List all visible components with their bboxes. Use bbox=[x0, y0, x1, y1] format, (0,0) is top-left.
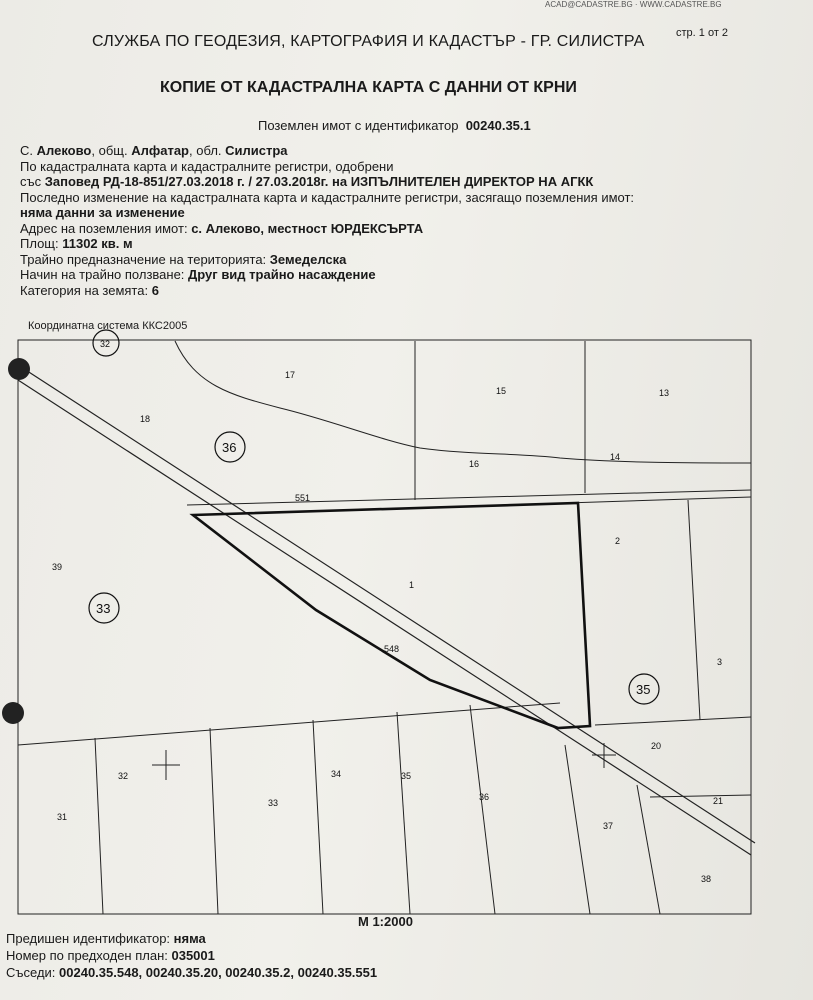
parcel-label: 17 bbox=[285, 370, 296, 380]
parcel-label: 3 bbox=[717, 657, 723, 667]
parcel-label: 32 bbox=[118, 771, 129, 781]
page-number: стр. 1 от 2 bbox=[676, 27, 729, 39]
boundary-curve bbox=[175, 341, 751, 463]
parcel-label: 38 bbox=[701, 874, 712, 884]
footer-info bbox=[6, 930, 377, 981]
parcel-label: 36 bbox=[479, 792, 490, 802]
map-scale: М 1:2000 bbox=[358, 914, 413, 929]
category-line: Категория на земята: 6 bbox=[20, 282, 159, 298]
neighbors: Съседи: 00240.35.548, 00240.35.20, 00240.35.2, 00240.35.551 bbox=[6, 965, 378, 980]
parcel-1-boundary bbox=[193, 503, 590, 728]
map-frame bbox=[18, 340, 751, 914]
parcel-label: 18 bbox=[140, 414, 151, 424]
parcel-label: 34 bbox=[331, 769, 342, 779]
office-name: СЛУЖБА ПО ГЕОДЕЗИЯ, КАРТОГРАФИЯ И КАДАСТЪР - ГР. СИЛИСТРА bbox=[92, 33, 645, 50]
parcel-label: 33 bbox=[268, 798, 279, 808]
parcel-label: 2 bbox=[615, 536, 621, 546]
document-title: КОПИЕ ОТ КАДАСТРАЛНА КАРТА С ДАННИ ОТ КРНИ bbox=[160, 79, 577, 96]
usage-line: Начин на трайно ползване: Друг вид трайно насаждение bbox=[20, 267, 376, 282]
order-line: със Заповед РД-18-851/27.03.2018 г. / 27.03.2018г. на ИЗПЪЛНИТЕЛЕН ДИРЕКТОР НА АГКК bbox=[20, 174, 594, 189]
parcel-label: 15 bbox=[496, 386, 507, 396]
parcel-label: 31 bbox=[57, 812, 68, 822]
block-label: 35 bbox=[636, 682, 651, 697]
purpose-line: Трайно предназначение на територията: Земеделска bbox=[20, 251, 347, 267]
parcel-label: 548 bbox=[384, 644, 400, 654]
parcel-label: 20 bbox=[651, 741, 662, 751]
location-line: С. Алеково, общ. Алфатар, обл. Силистра bbox=[20, 143, 288, 158]
last-change-value: няма данни за изменение bbox=[20, 205, 185, 220]
punch-hole bbox=[2, 702, 24, 724]
parcel-label: 16 bbox=[469, 459, 480, 469]
area-line: Площ: 11302 кв. м bbox=[20, 236, 133, 251]
block-label: 33 bbox=[96, 601, 111, 616]
parcel-label: 39 bbox=[52, 562, 63, 572]
previous-plan-number: Номер по предходен план: 035001 bbox=[6, 948, 215, 963]
address-line: Адрес на поземления имот: с. Алеково, местност ЮРДЕКСЪРТА bbox=[20, 220, 424, 236]
coordinate-system: Координатна система ККС2005 bbox=[28, 320, 188, 332]
parcel-label: 13 bbox=[659, 388, 670, 398]
header-contact: ACAD@CADASTRE.BG · WWW.CADASTRE.BG bbox=[545, 0, 722, 9]
punch-hole bbox=[8, 358, 30, 380]
parcel-label: 32 bbox=[100, 339, 111, 349]
identifier-label: Поземлен имот с идентификатор bbox=[258, 118, 459, 133]
parcel-label: 37 bbox=[603, 821, 614, 831]
identifier-value: 00240.35.1 bbox=[465, 118, 531, 133]
previous-identifier: Предишен идентификатор: няма bbox=[6, 931, 206, 946]
parcel-label: 21 bbox=[713, 796, 724, 806]
approval-line: По кадастралната карта и кадастралните регистри, одобрени bbox=[20, 158, 394, 174]
parcel-label: 14 bbox=[610, 452, 621, 462]
block-label: 36 bbox=[222, 440, 237, 455]
last-change-label: Последно изменение на кадастралната карта и кадастралните регистри, засягащо поземления имот: bbox=[20, 189, 635, 205]
parcel-label: 1 bbox=[409, 580, 415, 590]
parcel-label: 551 bbox=[295, 493, 311, 503]
parcel-label: 35 bbox=[401, 771, 412, 781]
